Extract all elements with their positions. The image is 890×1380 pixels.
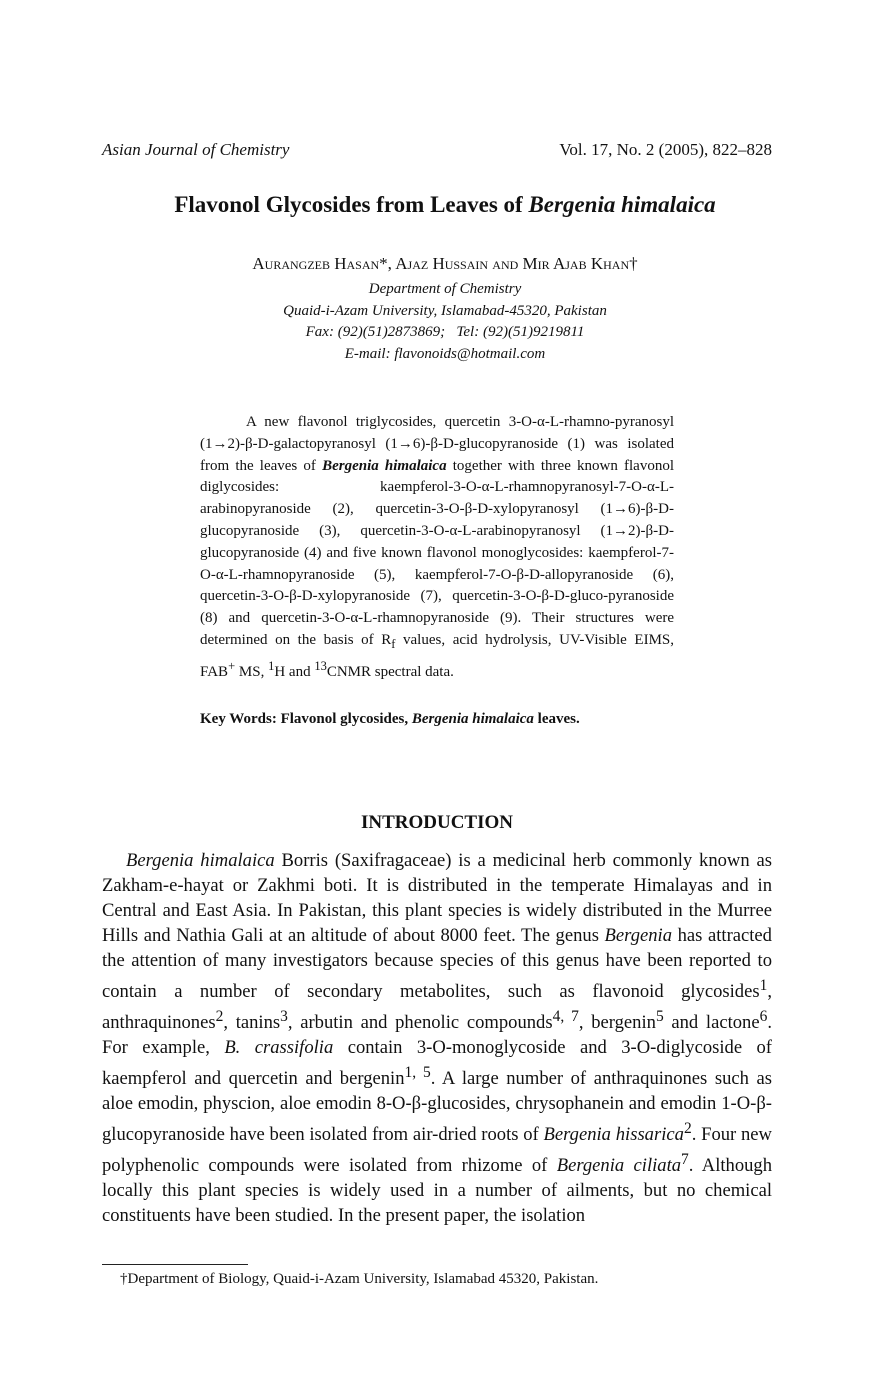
introduction-paragraph: Bergenia himalaica Borris (Saxifragaceae) is a medicinal herb commonly known as Zakham-e-hayat or Zakhmi boti. It is distributed in the temperate Himalayas and in Central and East Asia. In Pakistan, this plant species is widely distributed in the Murree Hills and Nathia Gali at an altitude of about 8000 feet. The genus Bergenia has attracted the attention of many investigators because species of this genus have been reported to contain a number of secondary metabolites, such as flavonoid glycosides$^1$, anthraquinones$^2$, tanins$^3$, arbutin and phenolic compounds$^{4, 7}$, bergenin$^5$ and lactone$^6$. For example, B. crassifolia contain 3-O-monoglycoside and 3-O-diglycoside of kaempferol and quercetin and bergenin$^{1, 5}$. A large number of anthraquinones such as aloe emodin, physcion, aloe emodin 8-O-β-glucosides, chrysophanein and emodin 1-O-β- glucopyranoside have been isolated from air-dried roots of Bergenia hissarica$^2$. Four new polyphenolic compounds were isolated from rhizome of Bergenia ciliata$^7$. Although locally this plant species is widely used in a number of ailments, but no chemical constituents have been studied. In the present paper, the isolation: [102, 850, 773, 1226]
authors: Aurangzeb Hasan*, Ajaz Hussain and Mir Ajab Khan†: [252, 254, 638, 273]
volume-info: Vol. 17, No. 2 (2005), 822–828: [559, 140, 772, 159]
department: Department of Chemistry: [368, 281, 522, 297]
contact-email: E-mail: flavonoids@hotmail.com: [344, 345, 546, 362]
footnote: †Department of Biology, Quaid-i-Azam University, Islamabad 45320, Pakistan.: [120, 1271, 599, 1287]
contact-phone: Fax: (92)(51)2873869; Tel: (92)(51)9219811: [305, 324, 585, 340]
journal-name: Asian Journal of Chemistry: [102, 140, 290, 159]
section-heading: INTRODUCTION: [360, 812, 514, 833]
article-title: Flavonol Glycosides from Leaves of Bergenia himalaica: [174, 192, 716, 217]
university: Quaid-i-Azam University, Islamabad-45320, Pakistan: [283, 302, 607, 319]
abstract: A new flavonol triglycosides, quercetin 3-O-α-L-rhamno-pyranosyl (1→2)-β-D-galactopyranosyl (1→6)-β-D-glucopyranoside (1) was isolated from the leaves of Bergenia himalaica together with three known flavonol diglycosides: kaempferol-3-O-α-L-rhamnopyranosyl-7-O-α-L-arabinopyranoside (2), quercetin-3-O-β-D-xylopyranosyl (1→6)-β-D-glucopyranoside (3), quercetin-3-O-α-L-arabinopyranosyl (1→2)-β-D-glucopyranoside (4) and five known flavonol monoglycosides: kaempferol-7-O-α-L-rhamnopyranoside (5), kaempferol-7-O-β-D-allopyranoside (6), quercetin-3-O-β-D-xylopyranoside (7), quercetin-3-O-β-D-gluco-pyranoside (8) and quercetin-3-O-α-L-rhamnopyranoside (9). Their structures were determined on the basis of $R_f$ values, acid hydrolysis, UV-Visible EIMS, FAB+ MS, $^1$H and $^{13}$CNMR spectral data.: [200, 414, 675, 680]
affiliation: [0, 279, 890, 365]
footnote-rule: [102, 1264, 248, 1265]
keywords: Key Words: Flavonol glycosides, Bergenia himalaica leaves.: [200, 711, 580, 727]
